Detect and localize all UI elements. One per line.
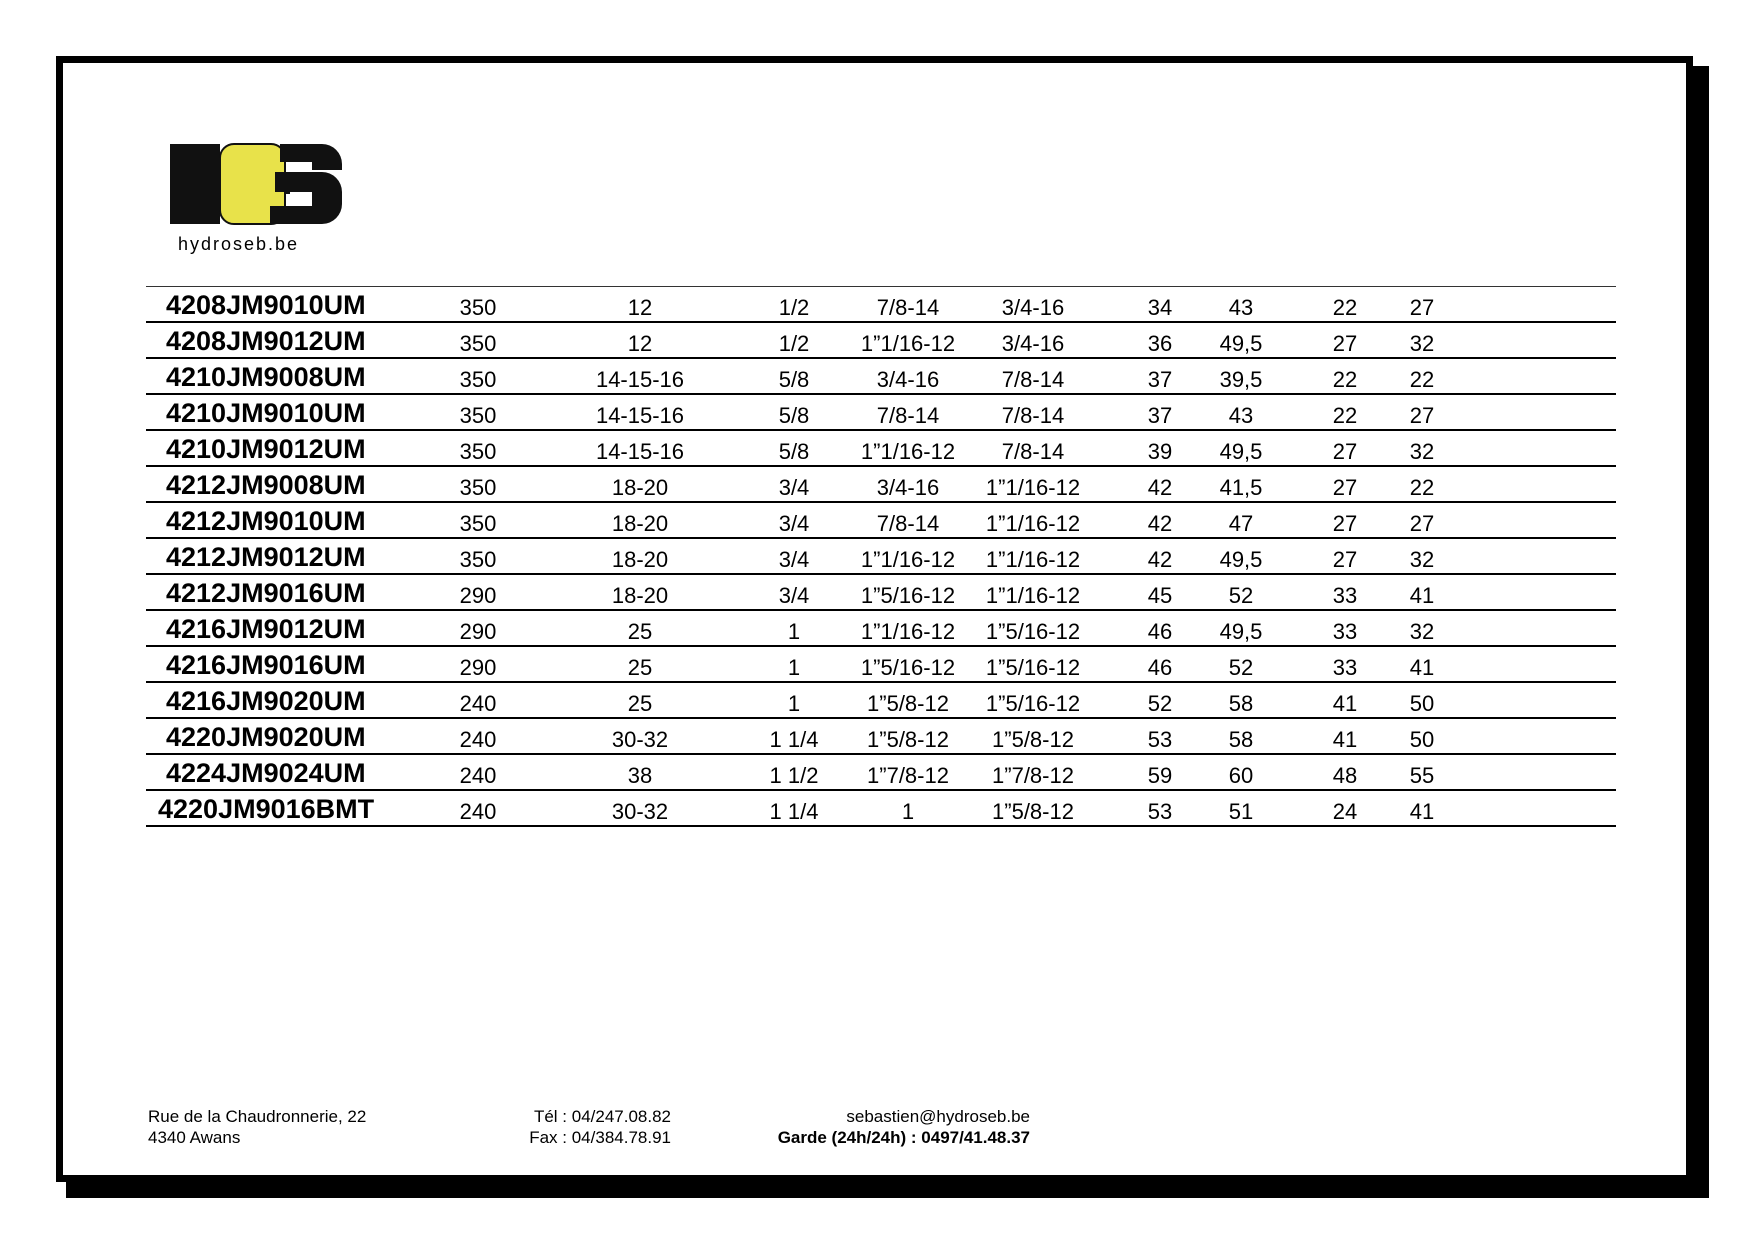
cell-thread-2: 7/8-14 bbox=[1001, 439, 1065, 464]
part-code: 4212JM9016UM bbox=[166, 578, 366, 608]
cell-hose-dn: 5/8 bbox=[778, 367, 810, 392]
cell-thread-1: 1”5/16-12 bbox=[860, 583, 956, 608]
cell-pressure: 240 bbox=[459, 763, 497, 788]
cell-pressure: 350 bbox=[459, 295, 497, 320]
part-code: 4212JM9008UM bbox=[166, 470, 366, 500]
cell-pressure: 240 bbox=[459, 799, 497, 824]
part-code: 4212JM9010UM bbox=[166, 506, 366, 536]
table-row bbox=[146, 359, 1616, 395]
cell-dim-d: 27 bbox=[1409, 511, 1435, 536]
address-line-2: 4340 Awans bbox=[148, 1128, 241, 1147]
cell-dim-d: 55 bbox=[1409, 763, 1435, 788]
cell-hose-size: 25 bbox=[627, 619, 653, 644]
table-row bbox=[146, 611, 1616, 647]
part-code: 4210JM9008UM bbox=[166, 362, 366, 392]
cell-thread-2: 1”1/16-12 bbox=[985, 511, 1081, 536]
cell-dim-c: 41 bbox=[1332, 691, 1358, 716]
table-row bbox=[146, 647, 1616, 683]
cell-dim-c: 22 bbox=[1332, 403, 1358, 428]
cell-thread-1: 1”1/16-12 bbox=[860, 331, 956, 356]
cell-pressure: 290 bbox=[459, 655, 497, 680]
part-code: 4210JM9012UM bbox=[166, 434, 366, 464]
cell-thread-1: 1”7/8-12 bbox=[867, 763, 949, 788]
cell-pressure: 350 bbox=[459, 511, 497, 536]
cell-dim-b: 49,5 bbox=[1219, 547, 1263, 572]
cell-hose-size: 25 bbox=[627, 655, 653, 680]
part-code: 4220JM9020UM bbox=[166, 722, 366, 752]
cell-hose-size: 18-20 bbox=[611, 547, 669, 572]
cell-hose-size: 18-20 bbox=[611, 583, 669, 608]
cell-hose-dn: 1/2 bbox=[778, 295, 810, 320]
cell-pressure: 350 bbox=[459, 475, 497, 500]
cell-hose-size: 14-15-16 bbox=[595, 403, 685, 428]
cell-dim-d: 27 bbox=[1409, 403, 1435, 428]
footer-contact bbox=[730, 1106, 1030, 1148]
cell-dim-c: 33 bbox=[1332, 619, 1358, 644]
cell-hose-dn: 3/4 bbox=[778, 583, 810, 608]
cell-dim-a: 52 bbox=[1147, 691, 1173, 716]
cell-hose-size: 18-20 bbox=[611, 475, 669, 500]
cell-thread-2: 1”5/16-12 bbox=[985, 691, 1081, 716]
cell-hose-dn: 1/2 bbox=[778, 331, 810, 356]
cell-dim-c: 27 bbox=[1332, 331, 1358, 356]
table-row bbox=[146, 467, 1616, 503]
cell-thread-2: 1”5/8-12 bbox=[992, 799, 1074, 824]
cell-dim-c: 27 bbox=[1332, 439, 1358, 464]
cell-dim-a: 37 bbox=[1147, 403, 1173, 428]
cell-dim-d: 22 bbox=[1409, 367, 1435, 392]
cell-thread-2: 7/8-14 bbox=[1001, 403, 1065, 428]
cell-dim-c: 48 bbox=[1332, 763, 1358, 788]
table-row bbox=[146, 539, 1616, 575]
part-code: 4216JM9020UM bbox=[166, 686, 366, 716]
garde-number: Garde (24h/24h) : 0497/41.48.37 bbox=[777, 1128, 1030, 1147]
cell-thread-1: 3/4-16 bbox=[876, 367, 940, 392]
cell-dim-b: 52 bbox=[1228, 655, 1254, 680]
table-row bbox=[146, 395, 1616, 431]
cell-thread-2: 1”5/16-12 bbox=[985, 619, 1081, 644]
cell-dim-a: 42 bbox=[1147, 511, 1173, 536]
cell-hose-dn: 1 bbox=[787, 655, 801, 680]
cell-hose-dn: 1 1/4 bbox=[769, 727, 819, 752]
cell-pressure: 240 bbox=[459, 691, 497, 716]
cell-dim-a: 36 bbox=[1147, 331, 1173, 356]
cell-pressure: 290 bbox=[459, 619, 497, 644]
fitting-spec-table bbox=[146, 286, 1616, 827]
cell-dim-b: 43 bbox=[1228, 295, 1254, 320]
cell-dim-a: 42 bbox=[1147, 475, 1173, 500]
cell-dim-c: 27 bbox=[1332, 547, 1358, 572]
cell-hose-size: 38 bbox=[627, 763, 653, 788]
footer-address bbox=[148, 1106, 366, 1148]
cell-hose-dn: 3/4 bbox=[778, 511, 810, 536]
cell-thread-2: 1”1/16-12 bbox=[985, 547, 1081, 572]
table-row bbox=[146, 755, 1616, 791]
hydroseb-logo bbox=[130, 124, 370, 264]
cell-pressure: 350 bbox=[459, 439, 497, 464]
cell-dim-c: 33 bbox=[1332, 655, 1358, 680]
cell-dim-b: 43 bbox=[1228, 403, 1254, 428]
cell-thread-2: 1”1/16-12 bbox=[985, 583, 1081, 608]
cell-dim-b: 52 bbox=[1228, 583, 1254, 608]
cell-dim-b: 58 bbox=[1228, 691, 1254, 716]
cell-hose-dn: 5/8 bbox=[778, 439, 810, 464]
cell-thread-2: 1”7/8-12 bbox=[992, 763, 1074, 788]
cell-thread-1: 1”5/16-12 bbox=[860, 655, 956, 680]
cell-dim-c: 24 bbox=[1332, 799, 1358, 824]
cell-dim-a: 34 bbox=[1147, 295, 1173, 320]
cell-pressure: 290 bbox=[459, 583, 497, 608]
cell-dim-d: 50 bbox=[1409, 691, 1435, 716]
email-address[interactable]: sebastien@hydroseb.be bbox=[846, 1107, 1030, 1126]
cell-dim-b: 51 bbox=[1228, 799, 1254, 824]
table-row bbox=[146, 503, 1616, 539]
address-line-1: Rue de la Chaudronnerie, 22 bbox=[148, 1107, 367, 1126]
table-row bbox=[146, 431, 1616, 467]
cell-dim-c: 22 bbox=[1332, 295, 1358, 320]
cell-dim-a: 45 bbox=[1147, 583, 1173, 608]
cell-thread-1: 1”1/16-12 bbox=[860, 439, 956, 464]
cell-dim-b: 49,5 bbox=[1219, 439, 1263, 464]
cell-dim-d: 32 bbox=[1409, 547, 1435, 572]
cell-dim-b: 49,5 bbox=[1219, 331, 1263, 356]
part-code: 4216JM9012UM bbox=[166, 614, 366, 644]
cell-thread-1: 1”5/8-12 bbox=[867, 691, 949, 716]
cell-hose-dn: 1 bbox=[787, 619, 801, 644]
cell-pressure: 350 bbox=[459, 403, 497, 428]
cell-dim-a: 37 bbox=[1147, 367, 1173, 392]
cell-hose-dn: 1 bbox=[787, 691, 801, 716]
cell-hose-dn: 1 1/2 bbox=[769, 763, 819, 788]
cell-dim-a: 39 bbox=[1147, 439, 1173, 464]
cell-dim-d: 41 bbox=[1409, 799, 1435, 824]
cell-dim-a: 53 bbox=[1147, 727, 1173, 752]
part-code: 4216JM9016UM bbox=[166, 650, 366, 680]
cell-thread-1: 1”5/8-12 bbox=[867, 727, 949, 752]
cell-dim-c: 27 bbox=[1332, 475, 1358, 500]
cell-pressure: 240 bbox=[459, 727, 497, 752]
cell-dim-d: 32 bbox=[1409, 619, 1435, 644]
part-code: 4208JM9012UM bbox=[166, 326, 366, 356]
cell-dim-b: 47 bbox=[1228, 511, 1254, 536]
cell-hose-size: 12 bbox=[627, 295, 653, 320]
logo-website-text: hydroseb.be bbox=[178, 234, 300, 254]
cell-dim-d: 41 bbox=[1409, 655, 1435, 680]
fax-number: Fax : 04/384.78.91 bbox=[529, 1128, 671, 1147]
part-code: 4212JM9012UM bbox=[166, 542, 366, 572]
cell-hose-dn: 1 1/4 bbox=[769, 799, 819, 824]
cell-dim-b: 39,5 bbox=[1219, 367, 1263, 392]
table-row bbox=[146, 323, 1616, 359]
cell-thread-2: 1”5/16-12 bbox=[985, 655, 1081, 680]
cell-dim-b: 41,5 bbox=[1219, 475, 1263, 500]
cell-thread-1: 1”1/16-12 bbox=[860, 547, 956, 572]
cell-hose-size: 30-32 bbox=[611, 727, 669, 752]
table-row bbox=[146, 683, 1616, 719]
cell-thread-1: 7/8-14 bbox=[876, 511, 940, 536]
cell-dim-a: 53 bbox=[1147, 799, 1173, 824]
table-row bbox=[146, 575, 1616, 611]
cell-dim-d: 32 bbox=[1409, 439, 1435, 464]
cell-pressure: 350 bbox=[459, 367, 497, 392]
cell-thread-2: 1”1/16-12 bbox=[985, 475, 1081, 500]
cell-hose-dn: 3/4 bbox=[778, 475, 810, 500]
hs-logo-graphic bbox=[130, 124, 370, 234]
tel-number: Tél : 04/247.08.82 bbox=[533, 1107, 671, 1126]
cell-dim-d: 32 bbox=[1409, 331, 1435, 356]
part-code: 4210JM9010UM bbox=[166, 398, 366, 428]
cell-hose-size: 25 bbox=[627, 691, 653, 716]
cell-hose-size: 12 bbox=[627, 331, 653, 356]
table-row bbox=[146, 287, 1616, 323]
cell-thread-1: 1 bbox=[901, 799, 915, 824]
cell-dim-b: 49,5 bbox=[1219, 619, 1263, 644]
cell-hose-dn: 3/4 bbox=[778, 547, 810, 572]
cell-dim-d: 27 bbox=[1409, 295, 1435, 320]
cell-hose-size: 18-20 bbox=[611, 511, 669, 536]
cell-thread-2: 3/4-16 bbox=[1001, 295, 1065, 320]
part-code: 4224JM9024UM bbox=[166, 758, 366, 788]
part-code: 4220JM9016BMT bbox=[158, 794, 375, 824]
cell-dim-c: 27 bbox=[1332, 511, 1358, 536]
cell-dim-a: 46 bbox=[1147, 655, 1173, 680]
cell-thread-2: 7/8-14 bbox=[1001, 367, 1065, 392]
cell-dim-c: 41 bbox=[1332, 727, 1358, 752]
cell-dim-b: 60 bbox=[1228, 763, 1254, 788]
cell-dim-a: 46 bbox=[1147, 619, 1173, 644]
cell-hose-size: 14-15-16 bbox=[595, 367, 685, 392]
cell-pressure: 350 bbox=[459, 331, 497, 356]
cell-thread-1: 7/8-14 bbox=[876, 403, 940, 428]
cell-thread-1: 1”1/16-12 bbox=[860, 619, 956, 644]
part-code: 4208JM9010UM bbox=[166, 290, 366, 320]
cell-hose-size: 30-32 bbox=[611, 799, 669, 824]
cell-dim-d: 41 bbox=[1409, 583, 1435, 608]
footer-phone bbox=[521, 1106, 671, 1148]
cell-dim-a: 59 bbox=[1147, 763, 1173, 788]
cell-thread-2: 3/4-16 bbox=[1001, 331, 1065, 356]
cell-hose-size: 14-15-16 bbox=[595, 439, 685, 464]
cell-thread-2: 1”5/8-12 bbox=[992, 727, 1074, 752]
table-row bbox=[146, 719, 1616, 755]
cell-dim-b: 58 bbox=[1228, 727, 1254, 752]
cell-hose-dn: 5/8 bbox=[778, 403, 810, 428]
cell-pressure: 350 bbox=[459, 547, 497, 572]
cell-dim-d: 22 bbox=[1409, 475, 1435, 500]
table-row bbox=[146, 791, 1616, 827]
cell-dim-c: 33 bbox=[1332, 583, 1358, 608]
cell-dim-d: 50 bbox=[1409, 727, 1435, 752]
cell-dim-a: 42 bbox=[1147, 547, 1173, 572]
cell-thread-1: 3/4-16 bbox=[876, 475, 940, 500]
cell-thread-1: 7/8-14 bbox=[876, 295, 940, 320]
cell-dim-c: 22 bbox=[1332, 367, 1358, 392]
